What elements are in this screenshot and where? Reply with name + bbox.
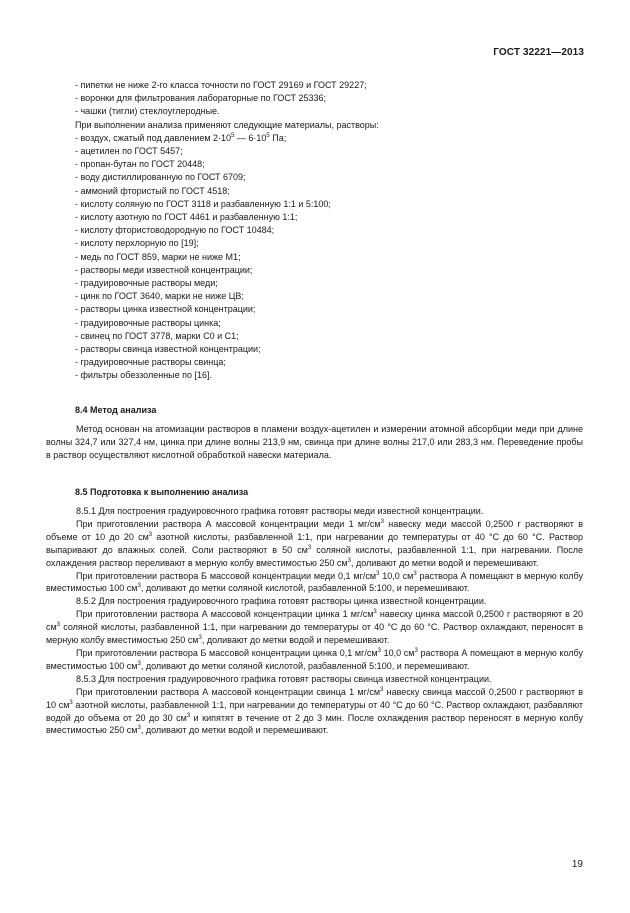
list-item-air bbox=[75, 132, 585, 145]
air-text: Па; bbox=[269, 132, 287, 143]
air-text: - воздух, сжатый под давлением 2·10 bbox=[75, 132, 232, 143]
list-item: - градуировочные растворы меди; bbox=[75, 278, 218, 289]
paragraph: При приготовлении раствора Б массовой концентрации цинка 0,1 $мг/см^3$ 10,0 $см^3$ раствора А помещают в мерную колбу вместимостью 100 $см^3$, доливают до метки соляной кислотой, разбавленной 5:100, и перемешивают. bbox=[46, 647, 583, 671]
list-item: - чашки (тигли) стеклоуглеродные. bbox=[75, 106, 220, 117]
list-item: - градуировочные растворы свинца; bbox=[75, 357, 226, 368]
section-title-8-4: 8.4 Метод анализа bbox=[75, 405, 157, 415]
list-item: - пропан-бутан по ГОСТ 20448; bbox=[75, 159, 205, 170]
list-item: - медь по ГОСТ 859, марки не ниже М1; bbox=[75, 251, 241, 262]
list-item: - кислоту азотную по ГОСТ 4461 и разбавленную 1:1; bbox=[75, 212, 298, 223]
materials-intro: При выполнении анализа применяют следующие материалы, растворы: bbox=[75, 119, 379, 130]
paragraph: При приготовлении раствора Б массовой концентрации меди 0,1 $мг/см^3$ 10,0 $см^3$ раствора А помещают в мерную колбу вместимостью 100 $см^3$, доливают до метки соляной кислотой, разбавленной 5:100, и перемешивают. bbox=[46, 570, 583, 594]
section-title-8-5: 8.5 Подготовка к выполнению анализа bbox=[75, 487, 249, 497]
page-number: 19 bbox=[571, 859, 583, 870]
section-8-4-text bbox=[46, 423, 583, 462]
list-item: - кислоту фтористоводородную по ГОСТ 10484; bbox=[75, 225, 275, 236]
list-item: - воронки для фильтрования лабораторные по ГОСТ 25336; bbox=[75, 93, 327, 104]
list-item: - фильтры обеззоленные по [16]. bbox=[75, 370, 213, 381]
list-item: - растворы цинка известной концентрации; bbox=[75, 304, 256, 315]
air-text: — 6·10 bbox=[234, 132, 267, 143]
list-item: - растворы меди известной концентрации; bbox=[75, 264, 253, 275]
paragraph: При приготовлении раствора А массовой концентрации цинка 1 $мг/см^3$ навеску цинка массой 0,2500 г растворяют в 20 $см^3$ соляной кислоты, разбавленной 1:1, при нагревании до температуры от 40 °С до 60 °С. Раствор охлаждают, переносят в мерную колбу вместимостью 250 $см^3$, доливают до метки водой и перемешивают. bbox=[46, 609, 584, 646]
paragraph: При приготовлении раствора А массовой концентрации свинца 1 $мг/см^3$ навеску свинца массой 0,2500 г растворяют в 10 $см^3$ азотной кислоты, разбавленной 1:1, при нагревании до температуры от 40 °С до 60 °С. Раствор охлаждают, разбавляют водой до объема от 20 до 30 $см^3$ и кипятят в течение от 2 до 3 мин. После охлаждения раствор переносят в мерную колбу вместимостью 250 $см^3$, доливают до метки водой и перемешивают. bbox=[46, 686, 584, 736]
list-item: - градуировочные растворы цинка; bbox=[75, 317, 221, 328]
paragraph: 8.5.1 Для построения градуировочного графика готовят растворы меди известной концентрации. bbox=[76, 506, 484, 516]
list-item: - пипетки не ниже 2-го класса точности по ГОСТ 29169 и ГОСТ 29227; bbox=[75, 80, 367, 90]
list-item: - воду дистиллированную по ГОСТ 6709; bbox=[75, 172, 246, 183]
list-item: - цинк по ГОСТ 3640, марки не ниже ЦВ; bbox=[75, 291, 244, 302]
document-header: ГОСТ 32221—2013 bbox=[493, 47, 584, 58]
paragraph: 8.5.3 Для построения градуировочного графика готовят растворы свинца известной концентрации. bbox=[76, 673, 492, 684]
paragraph: При приготовлении раствора А массовой концентрации меди 1 $мг/см^3$ навеску меди массой 0,2500 г растворяют в объеме от 10 до 20 $см^3$ азотной кислоты, разбавленной 1:1, при нагревании до температуры от 40 °С до 60 °С. Раствор выпаривают до влажных солей. Соли растворяют в 50 $см^3$ соляной кислоты, разбавленной 1:1, при нагревании. После охлаждения раствор переливают в мерную колбу вместимостью 250 $см^3$, доливают до метки водой и перемешивают. bbox=[46, 518, 583, 568]
list-item: - ацетилен по ГОСТ 5457; bbox=[75, 146, 183, 157]
list-item: - аммоний фтористый по ГОСТ 4518; bbox=[75, 185, 230, 196]
materials-list bbox=[75, 79, 585, 383]
list-item: - кислоту соляную по ГОСТ 3118 и разбавленную 1:1 и 5:100; bbox=[75, 198, 331, 209]
list-item: - свинец по ГОСТ 3778, марки С0 и С1; bbox=[75, 330, 239, 341]
paragraph: 8.5.2 Для построения градуировочного графика готовят растворы цинка известной концентрации. bbox=[76, 596, 487, 607]
exponent: 5 bbox=[231, 132, 235, 139]
paragraph: Метод основан на атомизации растворов в пламени воздух-ацетилен и измерении атомной абсорбции меди при длине волны 324,7 или 327,4 нм, цинка при длине волны 213,9 нм, свинца при длине волны 217,0 или 283,3 нм. Переведение пробы в раствор осуществляют кислотной обработкой навески материала. bbox=[46, 424, 583, 460]
list-item: - кислоту перхлорную по [19]; bbox=[75, 238, 199, 249]
section-8-5-text bbox=[46, 505, 583, 737]
list-item: - растворы свинца известной концентрации; bbox=[75, 344, 261, 355]
exponent: 5 bbox=[266, 132, 270, 139]
